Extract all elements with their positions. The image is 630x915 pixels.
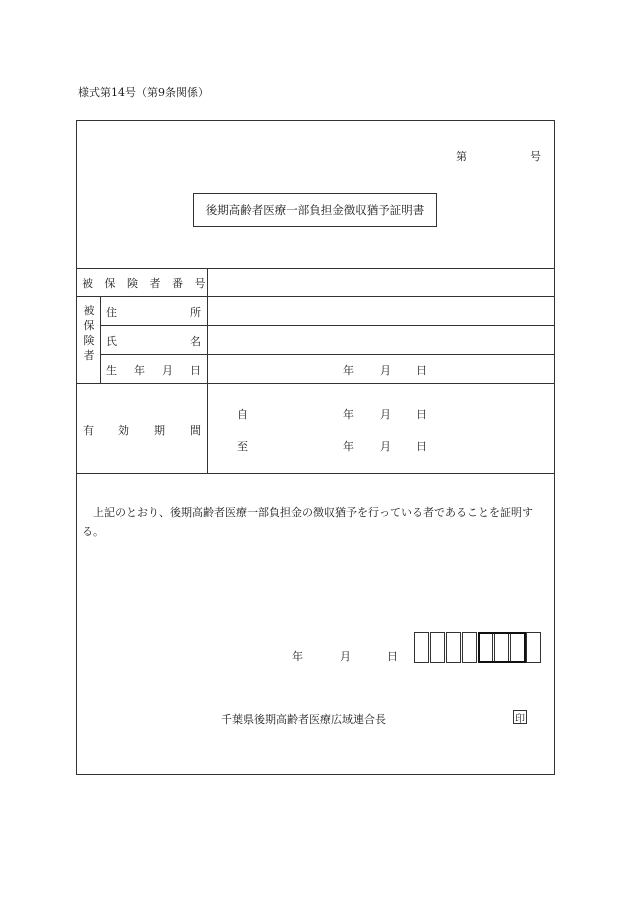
code-box[interactable] [446, 632, 461, 663]
birthdate-label-2: 年 [134, 364, 145, 377]
code-box[interactable] [430, 632, 445, 663]
validity-from-month-unit: 月 [380, 408, 391, 421]
code-box-highlight [478, 632, 526, 663]
code-box[interactable] [526, 632, 541, 663]
name-label-left: 氏 [106, 335, 117, 348]
validity-from-label: 自 [237, 408, 248, 421]
validity-to-month-unit: 月 [380, 440, 391, 453]
issue-day-unit: 日 [387, 650, 398, 663]
form-number: 様式第14号（第9条関係） [78, 86, 209, 99]
birth-year-unit: 年 [343, 364, 354, 377]
name-field[interactable] [208, 326, 554, 354]
name-label-right: 名 [190, 335, 201, 348]
seal-mark [513, 710, 527, 724]
address-label-right: 所 [190, 306, 201, 319]
validity-to-label: 至 [237, 440, 248, 453]
insured-number-label: 被 保 険 者 番 号 [82, 277, 210, 290]
birthdate-label-1: 生 [106, 364, 117, 377]
document-number-suffix: 号 [530, 150, 541, 163]
validity-from-year-unit: 年 [343, 408, 354, 421]
code-box[interactable] [462, 632, 477, 663]
seal-char: 印 [515, 713, 525, 725]
insured-person-label: 被 保 険 者 [83, 304, 95, 362]
divider-line [76, 383, 555, 384]
validity-label-1: 有 [83, 424, 94, 437]
birth-day-unit: 日 [416, 364, 427, 377]
address-field[interactable] [208, 297, 554, 325]
birth-month-unit: 月 [380, 364, 391, 377]
validity-label-3: 期 [154, 424, 165, 437]
document-number-prefix: 第 [456, 150, 467, 163]
address-label-left: 住 [106, 306, 117, 319]
divider-line [100, 296, 101, 383]
validity-from-field[interactable] [208, 390, 554, 424]
code-box[interactable] [414, 632, 429, 663]
validity-label-2: 効 [118, 424, 129, 437]
divider-line [76, 473, 555, 474]
validity-from-day-unit: 日 [416, 408, 427, 421]
validity-to-field[interactable] [208, 428, 554, 462]
insured-number-field[interactable] [208, 269, 554, 296]
validity-to-day-unit: 日 [416, 440, 427, 453]
birthdate-label-4: 日 [190, 364, 201, 377]
certification-statement: 上記のとおり、後期高齢者医療一部負担金の徴収猶予を行っている者であることを証明する。 [82, 506, 533, 538]
issue-year-unit: 年 [292, 650, 303, 663]
issuer-name: 千葉県後期高齢者医療広域連合長 [221, 713, 386, 726]
issue-month-unit: 月 [340, 650, 351, 663]
document-title-box [193, 193, 437, 227]
birthdate-label-3: 月 [162, 364, 173, 377]
document-title: 後期高齢者医療一部負担金徴収猶予証明書 [205, 203, 425, 217]
validity-to-year-unit: 年 [343, 440, 354, 453]
validity-label-4: 間 [190, 424, 201, 437]
